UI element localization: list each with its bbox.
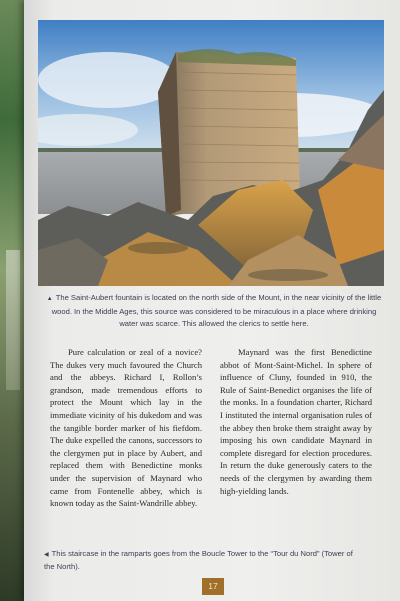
body-paragraph: Maynard was the first Benedictine abbot of Mont-Saint-Michel. In sphere of influence of Cluny, founded in 910, the Rule of Saint-Benedict organises the life of the monks. In a foundation charter, Richard I instituted the internal organisation rules of the abbey then broke them straight away by imposing his own candidate Maynard in complete disregard for election procedures. In return the duke generously caters to the needs of the clergymen by awarding them high-yielding lands. xyxy=(220,347,372,496)
body-paragraph: Pure calculation or zeal of a novice? The dukes very much favoured the Church and the abbeys. Richard I, Rollon’s grandson, made tremendous efforts to protect the Mount which lay in the immediate vicinity of his dukedom and was the tangible border marker of his fiefdom. The duke expelled the canons, successors to the clergymen put in place by Aubert, and replaced them with Benedictine monks under the supervision of Maynard who came from Fontenelle abbey, which is known today as the Saint-Wandrille abbey. xyxy=(50,347,202,509)
triangle-up-icon: ▲ xyxy=(46,296,53,302)
page-number: 17 xyxy=(202,578,224,595)
body-column-right xyxy=(220,346,372,497)
photo-caption xyxy=(44,292,384,331)
body-column-left xyxy=(50,346,202,510)
adjacent-page-photo-fragment xyxy=(6,250,20,390)
saint-aubert-fountain-photo xyxy=(38,20,384,286)
photo-caption-text: The Saint-Aubert fountain is located on the north side of the Mount, in the near vicinity of the little wood. In the Middle Ages, this source was considered to be miraculous in a place where drinking water was scarce. This allowed the clerics to settle here. xyxy=(51,293,382,328)
triangle-left-icon: ◀ xyxy=(44,552,49,558)
staircase-caption xyxy=(44,548,364,573)
staircase-caption-text: This staircase in the ramparts goes from the Boucle Tower to the “Tour du Nord” (Tower of the North). xyxy=(44,549,353,571)
